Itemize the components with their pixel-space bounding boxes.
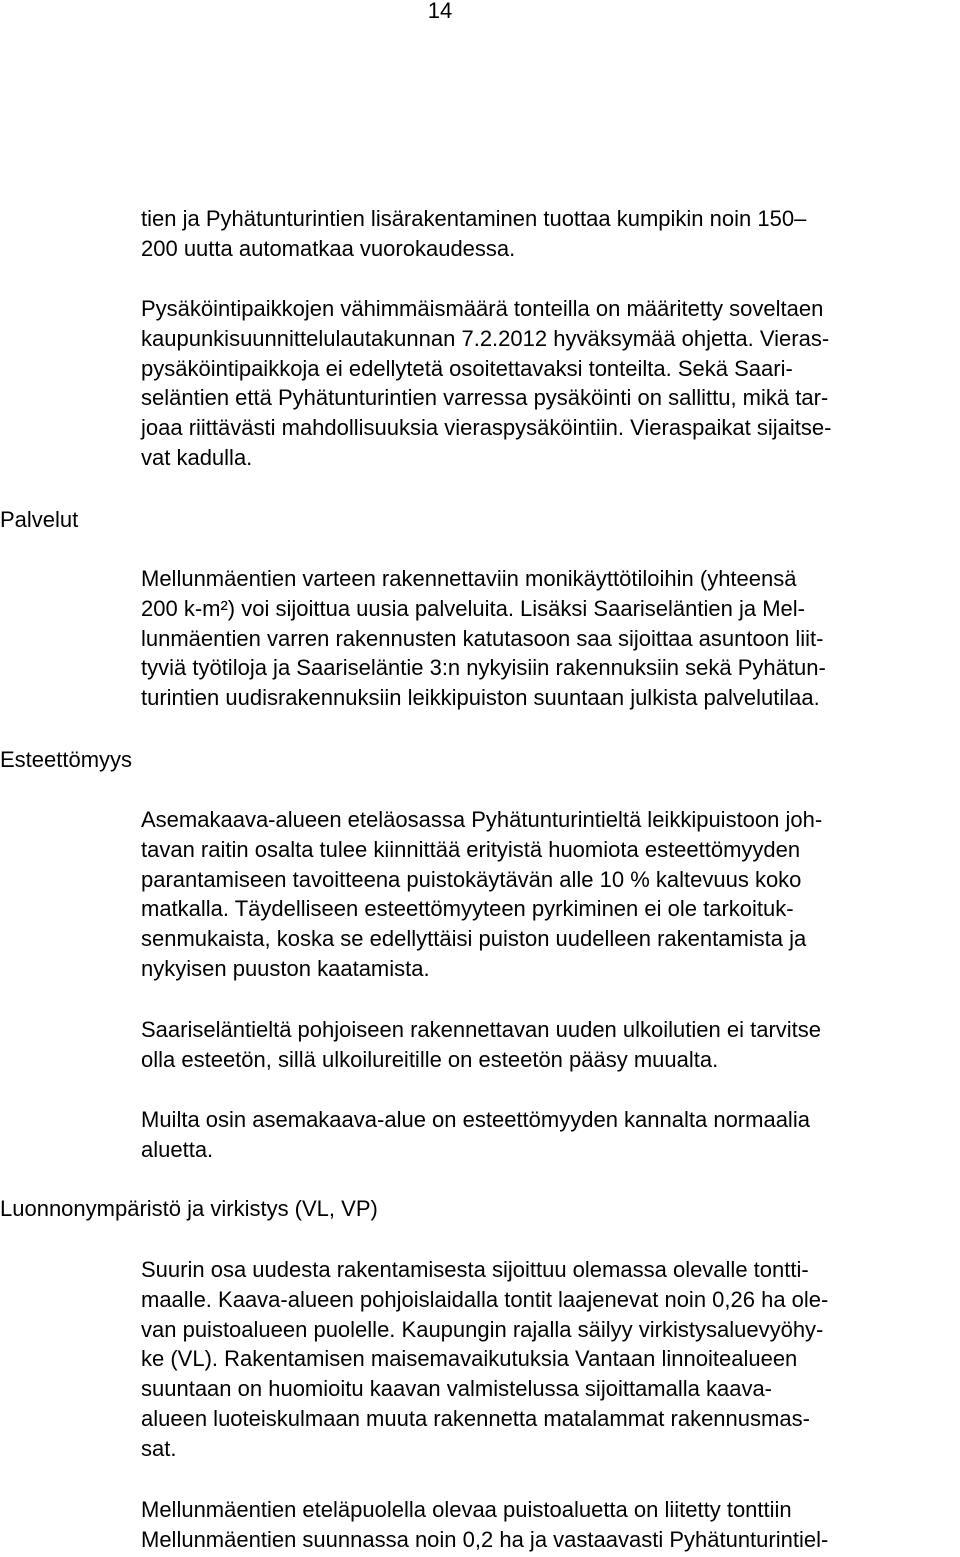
text-line: Pysäköintipaikkojen vähimmäismäärä tonteilla on määritetty soveltaen bbox=[141, 296, 824, 321]
paragraph-park-area bbox=[141, 1495, 959, 1555]
text-line: pysäköintipaikkoja ei edellytetä osoitettavaksi tonteilta. Sekä Saari- bbox=[141, 355, 793, 381]
text-line: senmukaista, koska se edellyttäisi puiston uudelleen rakentamista ja bbox=[141, 926, 807, 952]
text-line: maalle. Kaava-alueen pohjoislaidalla tontit laajenevat noin 0,26 ha ole- bbox=[141, 1286, 829, 1312]
text-line: Mellunmäentien suunnassa noin 0,2 ha ja vastaavasti Pyhätunturintiel- bbox=[141, 1526, 829, 1552]
text-line: 200 k-m²) voi sijoittua uusia palveluita. Lisäksi Saariseläntien ja Mel- bbox=[141, 595, 805, 621]
text-line: suuntaan on huomioitu kaavan valmistelussa sijoittamalla kaava- bbox=[141, 1376, 773, 1402]
paragraph-traffic bbox=[141, 204, 959, 264]
paragraph-services bbox=[141, 564, 959, 713]
paragraph-parking bbox=[141, 294, 959, 473]
text-line: Mellunmäentien varteen rakennettaviin monikäyttötiloihin (yhteensä bbox=[141, 566, 797, 591]
section-heading-luonnonymparisto: Luonnonympäristö ja virkistys (VL, VP) bbox=[0, 1196, 378, 1221]
text-line: van puistoalueen puolelle. Kaupungin rajalla säilyy virkistysaluevyöhy- bbox=[141, 1316, 824, 1342]
text-line: joaa riittävästi mahdollisuuksia vieraspysäköintiin. Vieraspaikat sijaitse- bbox=[141, 415, 832, 441]
text-line: Asemakaava-alueen eteläosassa Pyhätunturintieltä leikkipuistoon joh- bbox=[141, 807, 823, 832]
text-line: tyviä työtiloja ja Saariseläntie 3:n nykyisiin rakennuksiin sekä Pyhätun- bbox=[141, 655, 826, 681]
text-line: turintien uudisrakennuksiin leikkipuiston suuntaan julkista palvelutilaa. bbox=[141, 685, 820, 711]
text-line: Mellunmäentien eteläpuolella olevaa puistoaluetta on liitetty tonttiin bbox=[141, 1497, 792, 1522]
text-line: Suurin osa uudesta rakentamisesta sijoittuu olemassa olevalle tontti- bbox=[141, 1257, 809, 1282]
text-line: kaupunkisuunnittelulautakunnan 7.2.2012 hyväksymää ohjetta. Vieras- bbox=[141, 325, 830, 351]
text-line: seläntien että Pyhätunturintien varressa pysäköinti on sallittu, mikä tar- bbox=[141, 385, 829, 411]
section-heading-palvelut: Palvelut bbox=[0, 507, 79, 532]
text-line: matkalla. Täydelliseen esteettömyyteen pyrkiminen ei ole tarkoituk- bbox=[141, 896, 794, 922]
text-line: alueen luoteiskulmaan muuta rakennetta matalammat rakennusmas- bbox=[141, 1405, 810, 1431]
text-line: vat kadulla. bbox=[141, 444, 253, 470]
text-line: aluetta. bbox=[141, 1136, 214, 1162]
text-line: ke (VL). Rakentamisen maisemavaikutuksia Vantaan linnoitealueen bbox=[141, 1346, 798, 1372]
text-line: Muilta osin asemakaava-alue on esteettömyyden kannalta normaalia bbox=[141, 1107, 810, 1132]
text-line: parantamiseen tavoitteena puistokäytävän alle 10 % kaltevuus koko bbox=[141, 866, 802, 892]
text-line: nykyisen puuston kaatamista. bbox=[141, 955, 430, 981]
text-line: 200 uutta automatkaa vuorokaudessa. bbox=[141, 235, 516, 261]
text-line: sat. bbox=[141, 1435, 177, 1461]
text-line: lunmäentien varren rakennusten katutasoon saa sijoittaa asuntoon liit- bbox=[141, 625, 824, 651]
paragraph-nature bbox=[141, 1255, 959, 1464]
text-line: Saariseläntieltä pohjoiseen rakennettavan uuden ulkoilutien ei tarvitse bbox=[141, 1017, 822, 1042]
text-line: tien ja Pyhätunturintien lisärakentaminen tuottaa kumpikin noin 150– bbox=[141, 206, 807, 231]
paragraph-normal-area bbox=[141, 1105, 959, 1165]
text-line: tavan raitin osalta tulee kiinnittää erityistä huomiota esteettömyyden bbox=[141, 836, 801, 862]
paragraph-accessibility bbox=[141, 805, 959, 984]
section-heading-esteettomyys: Esteettömyys bbox=[0, 747, 133, 772]
paragraph-outdoor-route bbox=[141, 1015, 959, 1075]
text-line: olla esteetön, sillä ulkoilureitille on esteetön pääsy muualta. bbox=[141, 1046, 719, 1072]
page-number: 14 bbox=[427, 0, 453, 23]
